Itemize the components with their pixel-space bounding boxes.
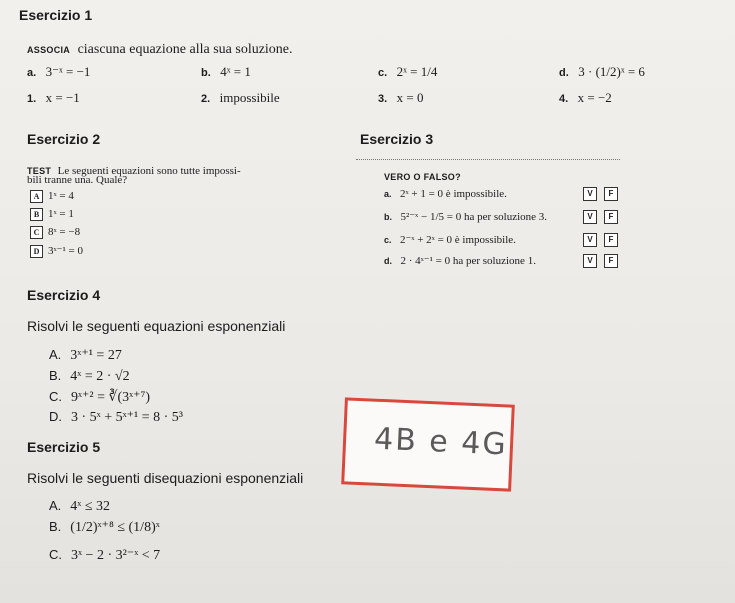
ex1-title: Esercizio 1 <box>19 7 93 23</box>
true-checkbox-c[interactable]: V <box>583 233 597 247</box>
ex1-solution-4: 4. x = −2 <box>559 90 612 105</box>
handwritten-note <box>341 397 515 491</box>
ex2-question: TEST Le seguenti equazioni sono tutte impossi- <box>27 165 241 177</box>
ex3-keyword: VERO O FALSO? <box>384 172 461 182</box>
ex3-item-d: d. 2 · 4ˣ⁻¹ = 0 ha per soluzione 1. <box>384 255 536 267</box>
ex1-equation-c: c. 2ˣ = 1/4 <box>378 64 438 79</box>
ex1-equation-a: a. 3⁻ˣ = −1 <box>27 64 91 79</box>
ex3-vf-a <box>576 183 618 201</box>
ex5-title: Esercizio 5 <box>27 439 101 455</box>
ex5-item-c: C. 3ˣ − 2 · 3²⁻ˣ < 7 <box>49 547 161 563</box>
false-checkbox-c[interactable]: F <box>604 233 618 247</box>
ex5-item-a: A. 4ˣ ≤ 32 <box>49 498 111 514</box>
ex2-keyword: TEST <box>27 166 52 176</box>
ex3-item-a: a. 2ˣ + 1 = 0 è impossibile. <box>384 188 507 200</box>
ex1-solution-2: 2. impossibile <box>201 90 280 105</box>
ex3-vf-b <box>576 206 618 224</box>
false-checkbox-b[interactable]: F <box>604 210 618 224</box>
handwritten-note-text: 4B e 4G <box>373 421 509 463</box>
option-box-c[interactable]: C <box>30 226 43 239</box>
ex5-item-b: B. (1/2)ˣ⁺⁸ ≤ (1/8)ˣ <box>49 519 160 535</box>
ex1-instruction-text: ciascuna equazione alla sua soluzione. <box>77 42 293 57</box>
true-checkbox-d[interactable]: V <box>583 254 597 268</box>
false-checkbox-d[interactable]: F <box>604 254 618 268</box>
ex2-question-line2: bili tranne una. Quale? <box>27 174 128 186</box>
ex3-vf-d <box>576 250 618 268</box>
ex3-vf-c <box>576 229 618 247</box>
ex1-solution-1: 1. x = −1 <box>27 90 80 105</box>
false-checkbox-a[interactable]: F <box>604 187 618 201</box>
true-checkbox-a[interactable]: V <box>583 187 597 201</box>
option-box-d[interactable]: D <box>30 245 43 258</box>
option-box-a[interactable]: A <box>30 190 43 203</box>
ex1-equation-b: b. 4ˣ = 1 <box>201 64 251 79</box>
ex3-item-c: c. 2⁻ˣ + 2ˣ = 0 è impossibile. <box>384 234 516 246</box>
ex1-solution-3: 3. x = 0 <box>378 90 424 105</box>
ex2-title: Esercizio 2 <box>27 131 101 147</box>
ex1-instruction <box>27 40 293 58</box>
ex4-item-b: B. 4ˣ = 2 · √2 <box>49 368 130 384</box>
ex1-keyword: ASSOCIA <box>27 45 71 55</box>
ex1-equation-d: d. 3 · (1/2)ˣ = 6 <box>559 64 645 79</box>
ex4-instruction: Risolvi le seguenti equazioni esponenziali <box>27 318 286 334</box>
ex2-option-d[interactable]: D 3ˣ⁻¹ = 0 <box>30 244 83 258</box>
ex5-instruction: Risolvi le seguenti disequazioni esponenziali <box>27 470 304 486</box>
ex2-option-a[interactable]: A 1ˣ = 4 <box>30 190 74 203</box>
ex4-title: Esercizio 4 <box>27 287 101 303</box>
ex2-option-b[interactable]: B 1ˣ = 1 <box>30 208 74 221</box>
ex4-item-c: C. 9ˣ⁺² = ∛(3ˣ⁺⁷) <box>49 389 151 405</box>
ex4-item-d: D. 3 · 5ˣ + 5ˣ⁺¹ = 8 · 5³ <box>49 409 183 425</box>
true-checkbox-b[interactable]: V <box>583 210 597 224</box>
ex3-title: Esercizio 3 <box>360 131 434 147</box>
ex4-item-a: A. 3ˣ⁺¹ = 27 <box>49 347 122 363</box>
ex2-option-c[interactable]: C 8ˣ = −8 <box>30 226 80 239</box>
ex3-item-b: b. 5²⁻ˣ − 1/5 = 0 ha per soluzione 3. <box>384 211 548 223</box>
option-box-b[interactable]: B <box>30 208 43 221</box>
ex3-divider <box>356 159 620 160</box>
